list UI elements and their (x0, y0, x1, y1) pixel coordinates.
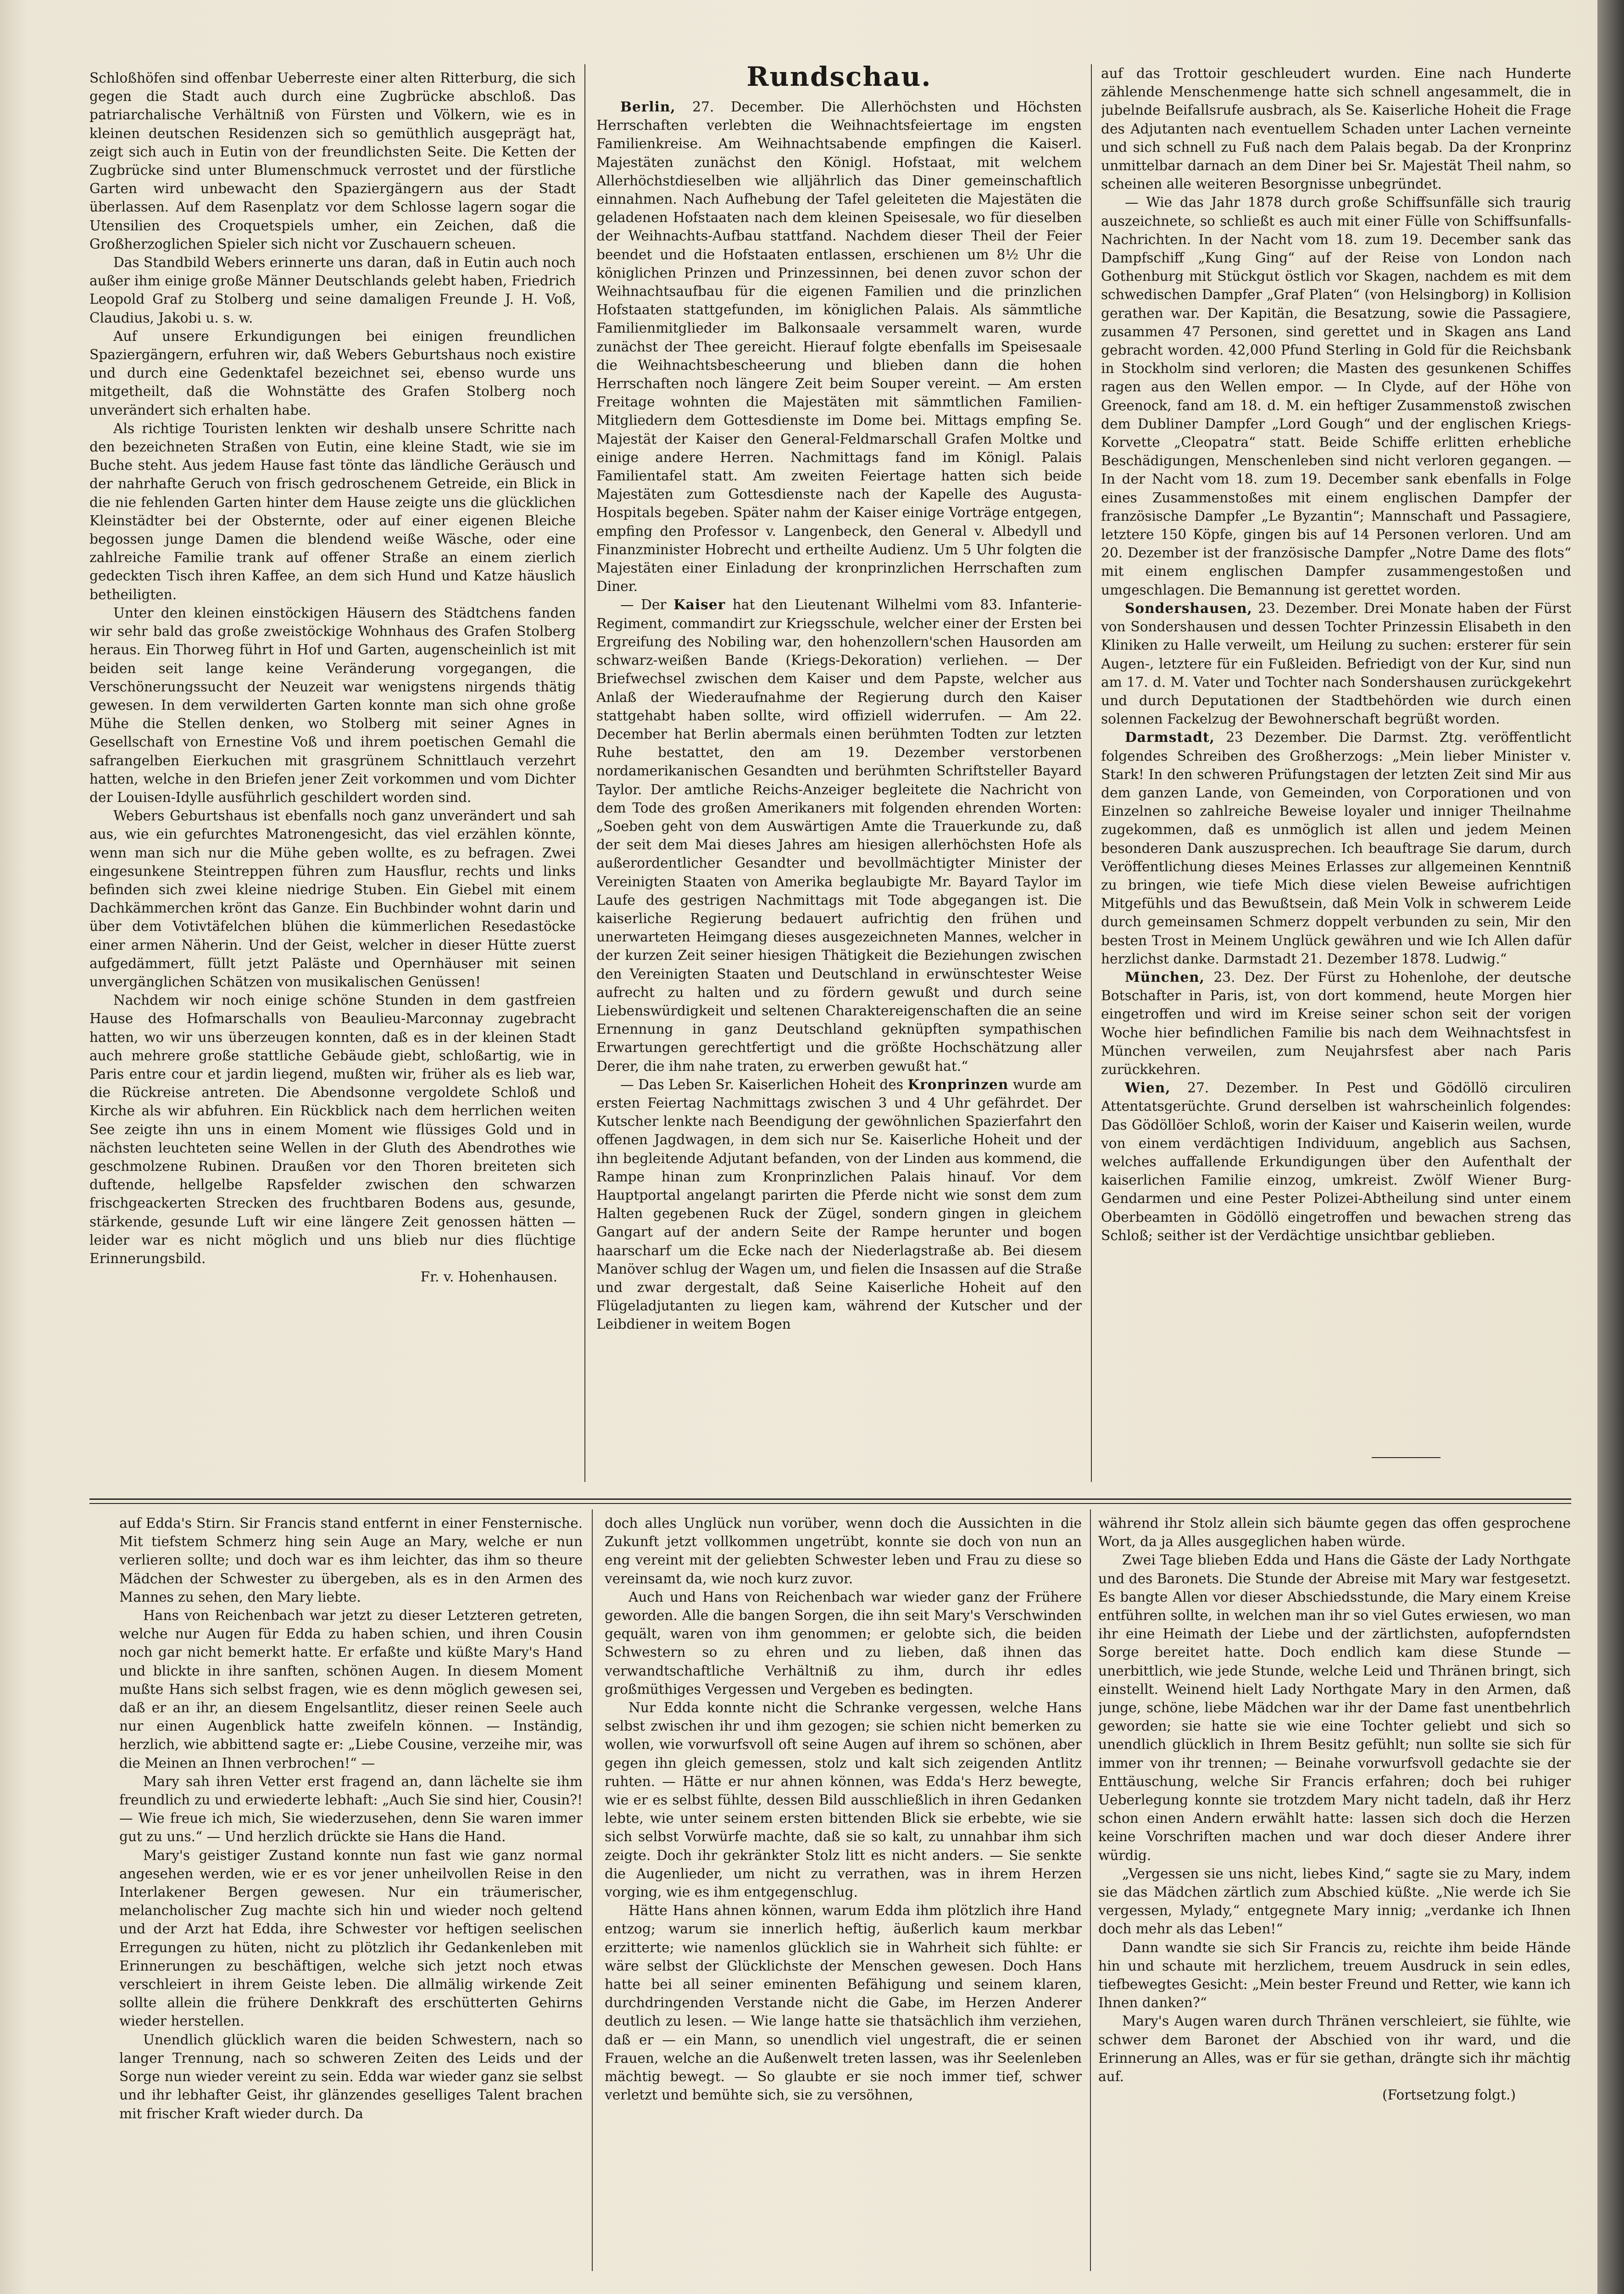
news-item (596, 1075, 1082, 1334)
news-text: 27. December. Die Allerhöchsten und Höchsten Herrschaften verlebten die Weihnachtsfeiertage im engsten Familienkreise. Am Weihnachtsabende empfingen die Kaiserl. Majestäten zunächst den Königl. Hofstaat, mit welchem Allerhöchstdieselben wie alljährlich das Diner gemeinschaftlich einnahmen. Nach Aufhebung der Tafel geleiteten die Majestäten die geladenen Hofstaaten nach dem kleinen Speisesale, wo für dieselben der Weihnachts-Aufbau stattfand. Nachdem dieser Theil der Feier beendet und die Hofstaaten entlassen, erschienen um 8½ Uhr die königlichen Prinzen und Prinzessinnen, bei denen zuvor schon der Weihnachtsaufbau für die eigenen Familien und die prinzlichen Hofstaaten stattgefunden, im königlichen Palais. Als sämmtliche Familienmitglieder im Balkonsaale versammelt waren, wurde zunächst der Thee gereicht. Hierauf folgte ebenfalls im Speisesaale die Weihnachtsbescheerung und blieben dann die hohen Herrschaften noch längere Zeit beim Souper vereint. — Am ersten Freitage wohnten die Majestäten mit sämmtlichen Familien-Mitgliedern dem Gottesdienste im Dome bei. Mittags empfing Se. Majestät der Kaiser den General-Feldmarschall Grafen Moltke und einige andere Herren. Nachmittags fand im Königl. Palais Familientafel statt. Am zweiten Feiertage hatten sich beide Majestäten zum Gottesdienste nach der Kapelle des Augusta-Hospitals begeben. Später nahm der Kaiser einige Vorträge entgegen, empfing den Professor v. Langenbeck, den General v. Albedyll und Finanzminister Hobrecht und ertheilte Audienz. Um 5 Uhr folgten die Majestäten einer Einladung der kronprinzlichen Herrschaften zum Diner. (596, 99, 1082, 595)
feuilleton-rule-2 (1090, 1509, 1091, 2271)
emphasis: Kaiser (673, 596, 726, 613)
lead-text: — Das Leben Sr. Kaiserlichen Hoheit des (620, 1076, 908, 1092)
novel-paragraph: während ihr Stolz allein sich bäumte gegen das offen gesprochene Wort, da ja Alles ausgeglichen haben würde. (1098, 1515, 1571, 1550)
dateline: Darmstadt, (1125, 729, 1215, 746)
novel-paragraph: Hätte Hans ahnen können, warum Edda ihm plötzlich ihre Hand entzog; warum sie innerlich heftig, äußerlich kaum merkbar erzitterte; wie namenlos glücklich sie in Wahrheit sich fühlte: er wäre selbst der Glücklichste der Menschen gewesen. Doch Hans hatte bei all seiner eminenten Befähigung und seinem klaren, durchdringenden Verstande nicht die Gabe, im Herzen Anderer deutlich zu lesen. — Wie lange hatte sie thatsächlich ihm verziehen, daß er — ein Mann, so unendlich viel ungestraft, die er seinen Frauen, welche an die Außenwelt treten lassen, was ihr Seelenleben mächtig bewegt. — So glaubte er sie noch immer tief, schwer verletzt und bemühte sich, sie zu versöhnen, (605, 1903, 1082, 2103)
paragraph: Als richtige Touristen lenkten wir deshalb unsere Schritte nach den bezeichneten Straßen von Eutin, eine kleine Stadt, wie sie im Buche steht. Aus jedem Hause fast tönte das ländliche Geräusch und der nahrhafte Geruch von frisch gedroschenem Getreide, ein Blick in die nie fehlenden Garten hinter dem Hause zeigte uns die glücklichen Kleinstädter bei der Obsternte, oder auf einer eigenen Bleiche begossen junge Damen die blendend weiße Wäsche, oder eine zahlreiche Familie trank auf offener Straße an einem zierlich gedeckten Tisch ihren Kaffee, an dem sich Hund und Katze häuslich betheiligten. (89, 420, 576, 602)
section-heading: Rundschau. (746, 62, 932, 92)
feuilleton-column-3 (1098, 1514, 1571, 2266)
news-text: auf das Trottoir geschleudert wurden. Eine nach Hunderte zählende Menschenmenge hatte sich schnell angesammelt, die in jubelnde Beifallsrufe ausbrach, als Se. Kaiserliche Hoheit die Frage des Adjutanten nach eventuellem Schaden unter Lachen verneinte und sich schnell zu Fuß nach dem Palais begab. Da der Kronprinz unmittelbar darnach an dem Diner bei Sr. Majestät Theil nahm, so scheinen alle weiteren Besorgnisse unbegründet. (1101, 66, 1571, 192)
continued-notice: (Fortsetzung folgt.) (1382, 2087, 1516, 2103)
novel-paragraph: auf Edda's Stirn. Sir Francis stand entfernt in einer Fensternische. Mit tiefstem Schmerz hing sein Auge an Mary, welche er nun verlieren sollte; und doch war es ihm leichter, das ihm so theure Mädchen der Schwester zu übergeben, als es in den Armen des Mannes zu sehen, den Mary liebte. (119, 1515, 583, 1605)
news-item (1101, 193, 1571, 599)
news-item (1101, 64, 1571, 193)
novel-paragraph: Mary sah ihren Vetter erst fragend an, dann lächelte sie ihm freundlich zu und erwiederte lebhaft: „Auch Sie sind hier, Cousin?! — Wie freue ich mich, Sie wiederzusehen, denn Sie waren immer gut zu uns.“ — Und herzlich drückte sie Hans die Hand. (119, 1773, 583, 1845)
lead-text: — Der (620, 597, 674, 613)
page-edge-shadow (1597, 0, 1624, 2294)
author-signature: Fr. v. Hohenhausen. (420, 1269, 557, 1285)
news-item (1101, 968, 1571, 1079)
dateline: Sondershausen, (1125, 600, 1252, 616)
rundschau-body (596, 98, 1082, 1334)
article-column-middle (596, 62, 1082, 1489)
news-item (596, 98, 1082, 596)
novel-paragraph: Mary's Augen waren durch Thränen verschleiert, sie fühlte, wie schwer dem Baronet der Abschied von ihr ward, und die Erinnerung an Alles, was er für sie gethan, drängte sich ihr mächtig auf. (1098, 2013, 1571, 2085)
column-rule-2 (1091, 64, 1092, 1482)
dateline: München, (1125, 969, 1205, 985)
feuilleton-column-1 (119, 1514, 583, 2266)
novel-paragraph: Mary's geistiger Zustand konnte nun fast wie ganz normal angesehen werden, wie er es vor jener unheilvollen Reise in den Interlakener Bergen gewesen. Nur ein träumerischer, melancholischer Zug machte sich hin und wieder noch geltend und der Arzt hat Edda, ihre Schwester vor heftigen seelischen Erregungen zu hüten, nicht zu plötzlich ihr Gedankenleben mit Erinnerungen zu beschäftigen, welche sich jetzt noch etwas verschleiert in ihrem Geiste leben. Die allmälig wirkende Zeit sollte allein die frühere Denkkraft des erschütterten Gehirns wieder herstellen. (119, 1847, 583, 2029)
feuilleton-divider (89, 1498, 1571, 1500)
news-item (596, 596, 1082, 1075)
feuilleton-rule-1 (592, 1509, 593, 2271)
paragraph: Webers Geburtshaus ist ebenfalls noch ganz unverändert und sah aus, wie ein gefurchtes Matronengesicht, das viel erzählen könnte, wenn man sich nur die Mühe geben wollte, es zu befragen. Zwei eingesunkene Steintreppen führen zum Hausflur, rechts und links befinden sich zwei kleine niedrige Stuben. Ein Giebel mit einem Dachkämmerchen krönt das Ganze. Ein Buchbinder wohnt darin und über dem Votivtäfelchen blühen die kümmerlichen Resedastöcke einer armen Näherin. Und der Geist, welcher in dieser Hütte zuerst aufgedämmert, füllt jetzt Paläste und Opernhäuser mit seinen unvergänglichen Schätzen von musikalischen Genüssen! (89, 808, 576, 990)
novel-paragraph: Unendlich glücklich waren die beiden Schwestern, nach so langer Trennung, nach so schweren Zeiten des Leids und der Sorge nun wieder vereint zu sein. Edda war wieder ganz sie selbst und ihr lebhafter Geist, ihr glänzendes geselliges Talent brachen mit frischer Kraft wieder durch. Da (119, 2032, 583, 2121)
news-text: 23. Dez. Der Fürst zu Hohenlohe, der deutsche Botschafter in Paris, ist, von dort kommend, heute Morgen hier eingetroffen und wird im Kreise seiner schon seit der vorigen Woche hier befindlichen Familie bis nach dem Weihnachtsfest in München verweilen, zum Neujahrsfest aber nach Paris zurückkehren. (1101, 969, 1571, 1077)
news-text: hat den Lieutenant Wilhelmi vom 83. Infanterie-Regiment, commandirt zur Kriegsschule, welcher einer der Ersten bei Ergreifung des Nobiling war, den hohenzollern'schen Hausorden am schwarz-weißen Bande (Kriegs-Dekoration) verliehen. — Der Briefwechsel zwischen dem Kaiser und dem Papste, welcher aus Anlaß der Wiederaufnahme der Regierung durch den Kaiser stattgehabt haben sollte, wird offiziell widerrufen. — Am 22. December hat Berlin abermals einen berühmten Todten zur letzten Ruhe bestattet, den am 19. Dezember verstorbenen nordamerikanischen Gesandten und berühmten Schriftsteller Bayard Taylor. Der amtliche Reichs-Anzeiger begleitete die Nachricht von dem Tode des großen Amerikaners mit folgenden ehrenden Worten: „Soeben geht von dem Auswärtigen Amte die Trauerkunde zu, daß der seit dem Mai dieses Jahres am hiesigen allerhöchsten Hofe als außerordentlicher Gesandter und bevollmächtigter Minister der Vereinigten Staaten von Amerika beglaubigte Mr. Bayard Taylor im Laufe des gestrigen Nachmittags mit Tode abgegangen ist. Die kaiserliche Regierung bedauert aufrichtig den frühen und unerwarteten Heimgang dieses ausgezeichneten Mannes, welcher in der kurzen Zeit seiner hiesigen Thätigkeit die Beziehungen zwischen den Vereinigten Staaten und Deutschland in erwünschtester Weise aufrecht zu halten und zu fördern gewußt und durch seine Liebenswürdigkeit und seltenen Charaktereigenschaften die an seine Ernennung in ganz Deutschland geknüpften sympathischen Erwartungen gerechtfertigt und die größte Hochschätzung aller Derer, die ihm nahe traten, zu erwerben gewußt hat.“ (596, 597, 1082, 1074)
news-item (1101, 728, 1571, 968)
column-rule-1 (584, 64, 585, 1482)
article-column-right (1101, 64, 1571, 1450)
news-text: 27. Dezember. In Pest und Gödöllö circuliren Attentatsgerüchte. Grund derselben ist wahrscheinlich folgendes: Das Gödöllöer Schloß, worin der Kaiser und Kaiserin weilen, wurde von einem verdächtigen Individuum, angeblich aus Sachsen, welches auffallende Erkundigungen über den Aufenthalt der kaiserlichen Familie einzog, umkreist. Zwölf Wiener Burg-Gendarmen und eine Pester Polizei-Abtheilung sind unter einem Oberbeamten in Gödöllö eingetroffen und bewachen streng das Schloß; seither ist der Verdächtige unsichtbar geblieben. (1101, 1080, 1571, 1243)
novel-paragraph: „Vergessen sie uns nicht, liebes Kind,“ sagte sie zu Mary, indem sie das Mädchen zärtlich zum Abschied küßte. „Nie werde ich Sie vergessen, Mylady,“ entgegnete Mary innig; „verdanke ich Ihnen doch mehr als das Leben!“ (1098, 1865, 1571, 1937)
paragraph: Das Standbild Webers erinnerte uns daran, daß in Eutin auch noch außer ihm einige große Männer Deutschlands gelebt haben, Friedrich Leopold Graf zu Stolberg und seine damaligen Freunde J. H. Voß, Claudius, Jakobi u. s. w. (89, 255, 576, 326)
novel-paragraph: Nur Edda konnte nicht die Schranke vergessen, welche Hans selbst zwischen ihr und ihm gezogen; sie schien nicht bemerken zu wollen, wie vorwurfsvoll oft seine Augen auf ihrem so schönen, aber gegen ihn gleich gemessen, stolz und kalt sich zeigenden Antlitz ruhten. — Hätte er nur ahnen können, was Edda's Herz bewegte, wie er es selbst fühlte, dessen Bild ausschließlich in ihren Gedanken lebte, wie unter seinem ersten bittenden Blick sie erbebte, wie sie sich selbst Vorwürfe machte, daß sie so kalt, zu unnahbar ihm sich zeigte. Doch ihr gekränkter Stolz litt es nicht anders. — Sie senkte die Augenlieder, um nicht zu verrathen, was in ihrem Herzen vorging, wie es ihm entgegenschlug. (605, 1700, 1082, 1900)
paragraph: Auf unsere Erkundigungen bei einigen freundlichen Spaziergängern, erfuhren wir, daß Webers Geburtshaus noch existire und durch eine Gedenktafel bezeichnet sei, ebenso wurde uns mitgetheilt, daß die Wohnstätte des Grafen Stolberg noch unverändert sich erhalten habe. (89, 328, 576, 418)
news-item (1101, 599, 1571, 728)
paragraph: Nachdem wir noch einige schöne Stunden in dem gastfreien Hause des Hofmarschalls von Beaulieu-Marconnay zugebracht hatten, wo wir uns überzeugen konnten, daß es in der kleinen Stadt auch mehrere große stattliche Gebäude giebt, schloßartig, wie in Paris entre cour et jardin liegend, mußten wir, früher als es lieb war, die Rückreise antreten. Die Abendsonne vergoldete Schloß und Kirche als wir abfuhren. Ein Rückblick nach dem herrlichen weiten See zeigte ihn uns in einem Moment wie flüssiges Gold und in nächsten leuchteten seine Wellen in der Gluth des Abendrothes wie geschmolzene Rubinen. Draußen vor den Thoren breiteten sich duftende, hellgelbe Rapsfelder zwischen den schwarzen frischgeackerten Strecken des fruchtbaren Bodens aus, gesunde, stärkende, gesunde Luft wir eine längere Zeit genossen hätten — leider war es nicht möglich und uns blieb nur dies flüchtige Erinnerungsbild. (89, 992, 576, 1266)
news-item (1101, 1079, 1571, 1245)
novel-paragraph: Dann wandte sie sich Sir Francis zu, reichte ihm beide Hände hin und schaute mit herzlichem, treuem Ausdruck in sein edles, tiefbewegtes Gesicht: „Mein bester Freund und Retter, wie kann ich Ihnen danken?“ (1098, 1939, 1571, 2011)
novel-paragraph: doch alles Unglück nun vorüber, wenn doch die Aussichten in die Zukunft jetzt vollkommen ungetrübt, konnte sie doch von nun an eng vereint mit der geliebten Schwester leben und Frau zu diese so vereinsamt da, wie noch kurz zuvor. (605, 1515, 1082, 1587)
feuilleton-column-2 (605, 1514, 1082, 2266)
news-text: 23. Dezember. Drei Monate haben der Fürst von Sondershausen und dessen Tochter Prinzessin Elisabeth in den Kliniken zu Halle verweilt, um Heilung zu suchen: ersterer für sein Augen-, letztere für ein Fußleiden. Befriedigt von der Kur, sind nun am 17. d. M. Vater und Tochter nach Sondershausen zurückgekehrt und durch Deputationen der Stadtbehörden wie durch einen solennen Fackelzug der Bewohnerschaft begrüßt worden. (1101, 600, 1571, 727)
emphasis: Kronprinzen (907, 1076, 1009, 1092)
paragraph: Schloßhöfen sind offenbar Ueberreste einer alten Ritterburg, die sich gegen die Stadt auch durch eine Zugbrücke abschloß. Das patriarchalische Verhältniß von Fürsten und Völkern, wie es in kleinen deutschen Residenzen sich so gemüthlich ausgeprägt hat, zeigt sich auch in Eutin von der freundlichsten Seite. Die Ketten der Zugbrücke sind unter Blumenschmuck verrostet und der fürstliche Garten wird unbewacht den Spaziergängern aus der Stadt überlassen. Auf dem Rasenplatz vor dem Schlosse lagern sogar die Utensilien des Croquetspiels umher, ein Zeichen, daß die Großherzoglichen Spieler sich nicht vor Zuschauern scheuen. (89, 70, 576, 252)
article-column-left (89, 69, 576, 1489)
news-text: wurde am ersten Feiertag Nachmittags zwischen 3 und 4 Uhr gefährdet. Der Kutscher lenkte nach Beendigung der gewöhnlichen Spazierfahrt den offenen Jagdwagen, in dem sich nur Se. Kaiserliche Hoheit und der ihn begleitende Adjutant befanden, von der Linden aus kommend, die Rampe hinan zum Kronprinzlichen Palais hinauf. Vor dem Hauptportal angelangt parirten die Pferde nicht wie sonst dem zum Halten gegebenen Ruck der Zügel, sondern gingen in gleichem Gangart auf der andern Seite der Rampe herunter und bogen haarscharf um die Ecke nach der Niederlagstraße ab. Bei diesem Manöver schlug der Wagen um, und fielen die Insassen auf die Straße und zwar dergestalt, daß Seine Kaiserliche Hoheit auf den Flügeladjutanten zu liegen kam, während der Kutscher und der Leibdiener in weitem Bogen (596, 1076, 1082, 1332)
news-text: — Wie das Jahr 1878 durch große Schiffsunfälle sich traurig auszeichnete, so schließt es auch mit einer Fülle von Schiffsunfalls-Nachrichten. In der Nacht vom 18. zum 19. December sank das Dampfschiff „Kung Ging“ auf der Reise von London nach Gothenburg mit Stückgut östlich vor Skagen, nachdem es mit dem schwedischen Dampfer „Graf Platen“ (von Helsingborg) in Kollision gerathen war. Der Kapitän, die Besatzung, sowie die Passagiere, zusammen 47 Personen, sind gerettet und in Skagen ans Land gebracht worden. 42,000 Pfund Sterling in Gold für die Reichsbank in Stockholm sind verloren; die Masten des gesunkenen Schiffes ragen aus den Wellen empor. — In Clyde, auf der Höhe von Greenock, fand am 18. d. M. ein heftiger Zusammenstoß zwischen dem Dubliner Dampfer „Lord Gough“ und der englischen Kriegs-Korvette „Cleopatra“ statt. Beide Schiffe erlitten erhebliche Beschädigungen, Menschenleben sind nicht verloren gegangen. — In der Nacht vom 18. zum 19. December sank ebenfalls in Folge eines Zusammenstoßes mit einem englischen Dampfer der französische Dampfer „Le Byzantin“; Mannschaft und Passagiere, letztere 150 Köpfe, gingen bis auf 14 Personen verloren. Und am 20. Dezember ist der französische Dampfer „Notre Dame des flots“ mit einem englischen Dampfer zusammengestoßen und umgeschlagen. Die Bemannung ist gerettet worden. (1101, 195, 1571, 598)
end-rule (1372, 1457, 1440, 1458)
dateline: Wien, (1125, 1080, 1171, 1096)
novel-paragraph: Zwei Tage blieben Edda und Hans die Gäste der Lady Northgate und des Baronets. Die Stunde der Abreise mit Mary war festgesetzt. Es bangte Allen vor dieser Abschiedsstunde, die Mary einem Kreise entführen sollte, in welchen man ihr so viel Gutes erwiesen, wo man ihr eine Heimath der Liebe und der zärtlichsten, aufopferndsten Sorge bereitet hatte. Doch endlich kam diese Stunde — unerbittlich, wie jede Stunde, welche Leid und Thränen bringt, sich einstellt. Weinend hielt Lady Northgate Mary in den Armen, daß junge, schöne, liebe Mädchen war ihr der Dame fast unentbehrlich geworden; sie hatte sie wie eine Tochter geliebt und sich so unendlich glücklich in Ihrem Besitz gefühlt; nun sollte sie sich für immer von ihr trennen; — Beinahe vorwurfsvoll gedachte sie der Enttäuschung, welche Sir Francis erfahren; doch bei ruhiger Ueberlegung konnte sie trotzdem Mary nicht tadeln, daß ihr Herz schon einen Andern erwählt hatte: lassen sich doch die Herzen keine Vorschriften machen und war doch dieser Andere ihrer würdig. (1098, 1552, 1571, 1863)
feuilleton-divider-2 (89, 1503, 1571, 1504)
news-text: 23 Dezember. Die Darmst. Ztg. veröffentlicht folgendes Schreiben des Großherzogs: „Mein lieber Minister v. Stark! In den schweren Prüfungstagen der letzten Zeit sind Mir aus dem ganzen Lande, von Gemeinden, von Corporationen und von Einzelnen so zahlreiche Beweise loyaler und inniger Theilnahme zugekommen, daß es unmöglich ist allen und jedem Meinen besonderen Dank auszusprechen. Ich beauftrage Sie darum, durch Veröffentlichung dieses Meines Erlasses zur allgemeinen Kenntniß zu bringen, wie tiefe Mich diese vielen Beweise aufrichtigen Mitgefühls und das Bewußtsein, daß Mein Volk in schwerem Leide durch gemeinsamen Schmerz doppelt verbunden zu sein, Mir den besten Trost in Meinem Unglück gewähren und wie Ich Allen dafür herzlichst danke. Darmstadt 21. Dezember 1878. Ludwig.“ (1101, 729, 1571, 967)
dateline: Berlin, (620, 99, 676, 115)
paragraph: Unter den kleinen einstöckigen Häusern des Städtchens fanden wir sehr bald das große zweistöckige Wohnhaus des Grafen Stolberg heraus. Ein Thorweg führt in Hof und Garten, augenscheinlich ist mit beiden seit lange keine Veränderung vorgegangen, die Verschönerungssucht der Neuzeit war wenigstens nirgends thätig gewesen. In dem verwilderten Garten konnte man sich ohne große Mühe die Stellen denken, wo Stolberg mit seiner Agnes in Gesellschaft von Ernestine Voß und ihrem poetischen Gemahl die safrangelben Eierkuchen mit grasgrünem Schnittlauch verzehrt hatten, welche in den Briefen jener Zeit vorkommen und vom Dichter der Louisen-Idylle ausführlich geschildert worden sind. (89, 605, 576, 805)
novel-paragraph: Auch und Hans von Reichenbach war wieder ganz der Frühere geworden. Alle die bangen Sorgen, die ihn seit Mary's Verschwinden gequält, waren von ihm genommen; er gelobte sich, die beiden Schwestern so zu ehren und zu lieben, daß ihnen das verwandtschaftliche Verhältniß zu ihm, durch ihr edles großmüthiges Vergessen und Vergeben es bedingten. (605, 1589, 1082, 1697)
novel-paragraph: Hans von Reichenbach war jetzt zu dieser Letzteren getreten, welche nur Augen für Edda zu haben schien, und ihren Cousin noch gar nicht bemerkt hatte. Er erfaßte und küßte Mary's Hand und blickte in ihre sanften, schönen Augen. In diesem Moment mußte Hans sich selbst fragen, wie es denn möglich gewesen sei, daß er an ihr, an diesem Engelsantlitz, dieser reinen Seele auch nur einen Augenblick hatte zweifeln können. — Inständig, herzlich, wie abbittend sagte er: „Liebe Cousine, verzeihe mir, was die Meinen an Ihnen verbrochen!“ — (119, 1608, 583, 1771)
